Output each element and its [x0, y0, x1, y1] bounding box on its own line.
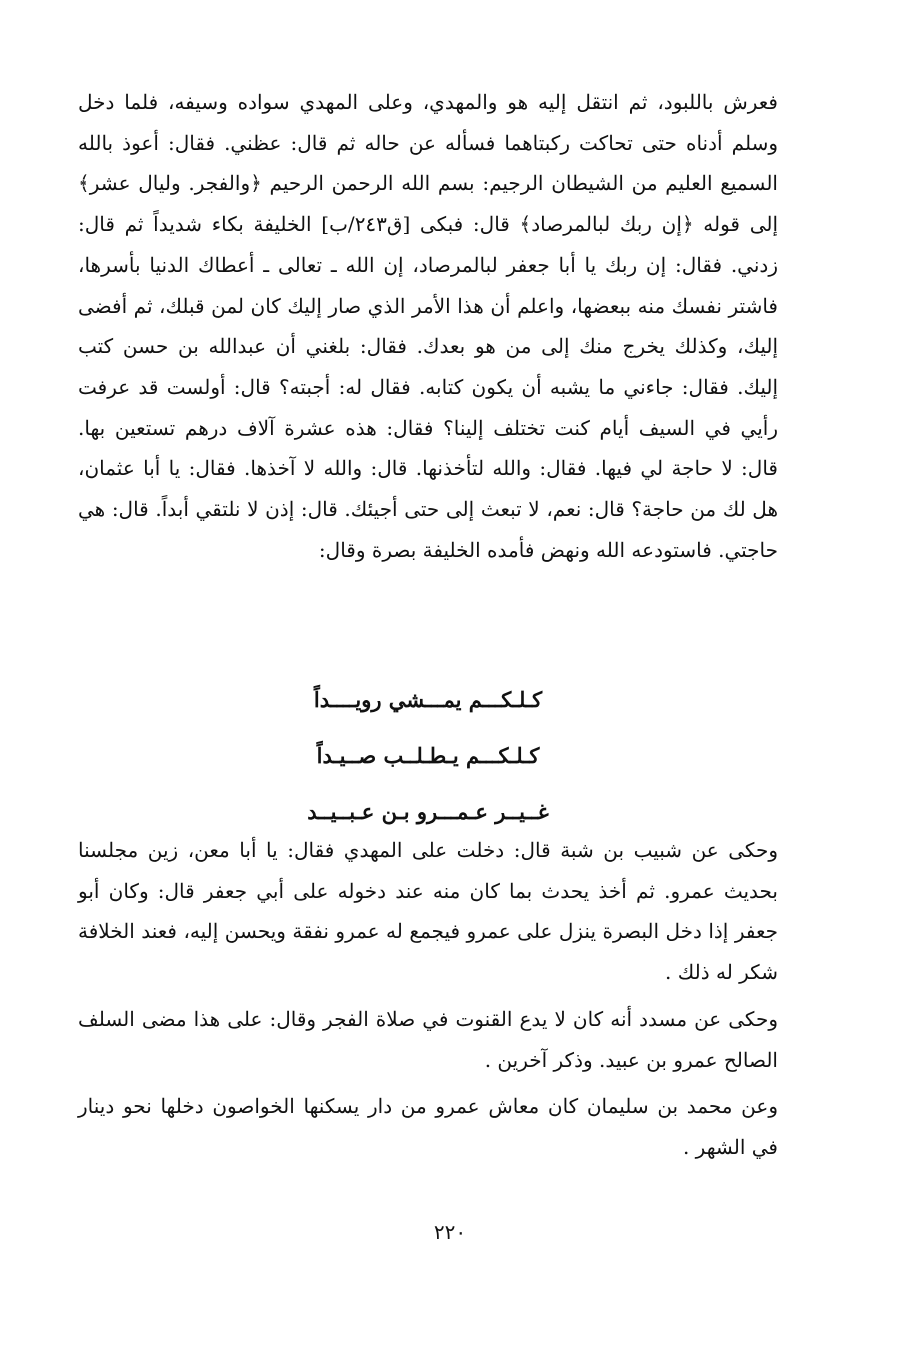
page-number: ٢٢٠: [433, 1220, 467, 1244]
opening-paragraph: فعرش باللبود، ثم انتقل إليه هو والمهدي، وعلى المهدي سواده وسيفه، فلما دخل وسلم أدناه حتى تحاكت ركبتاهما فسأله عن حاله ثم قال: عظني. فقال: أعوذ بالله السميع العليم من الشيطان الرجيم: بسم الله الرحمن الرحيم ﴿والفجر. وليال عشر﴾ إلى قوله ﴿إن ربك لبالمرصاد﴾ قال: فبكى [ق٢٤٣/ب] الخليفة بكاء شديداً ثم قال: زدني. فقال: إن ربك يا أبا جعفر لبالمرصاد، إن الله ـ تعالى ـ أعطاك الدنيا بأسرها، فاشتر نفسك منه ببعضها، واعلم أن هذا الأمر الذي صار إليك كان لمن قبلك، ثم أفضى إليك، وكذلك يخرج منك إلى من هو بعدك. فقال: بلغني أن عبدالله بن حسن كتب إليك. فقال: جاءني ما يشبه أن يكون كتابه. فقال له: أجبته؟ قال: أولست قد عرفت رأيي في السيف أيام كنت تختلف إلينا؟ فقال: هذه عشرة آلاف درهم تستعين بها. قال: لا حاجة لي فيها. فقال: والله لتأخذنها. قال: والله لا آخذها. فقال: يا أبا عثمان، هل لك من حاجة؟ قال: نعم، لا تبعث إلى حتى أجيئك. قال: إذن لا نلتقي أبداً. قال: هي حاجتي. فاستودعه الله ونهض فأمده الخليفة بصرة وقال:: [78, 90, 779, 562]
poem-line-2: كـلـكـــم يـطـلــب صــيـداً: [316, 743, 540, 768]
poem-line-3: غــيــر عـمـــرو بـن عـبــيــد: [307, 799, 549, 824]
opening-text-block: [78, 82, 778, 570]
paragraph-shabib: وحكى عن شبيب بن شبة قال: دخلت على المهدي فقال: يا أبا معن، زين مجلسنا بحديث عمرو. ثم أخذ يحدث بما كان منه عند دخوله على أبي جعفر قال: وكان أبو جعفر إذا دخل البصرة ينزل على عمرو فيجمع له عمرو نفقة ويحسن إليه، فعند الخلافة شكر له ذلك .: [78, 838, 778, 985]
poem-verses: [78, 672, 778, 840]
poem-line-1: كـلـكـــم يمـــشي رويــــداً: [313, 687, 543, 712]
paragraph-muhammad: وعن محمد بن سليمان كان معاش عمرو من دار يسكنها الخواصون دخلها نحو دينار في الشهر .: [78, 1094, 778, 1159]
closing-text-block: [78, 830, 778, 1174]
paragraph-musaddad: وحكى عن مسدد أنه كان لا يدع القنوت في صلاة الفجر وقال: على هذا مضى السلف الصالح عمرو بن عبيد. وذكر آخرين .: [78, 1006, 778, 1072]
